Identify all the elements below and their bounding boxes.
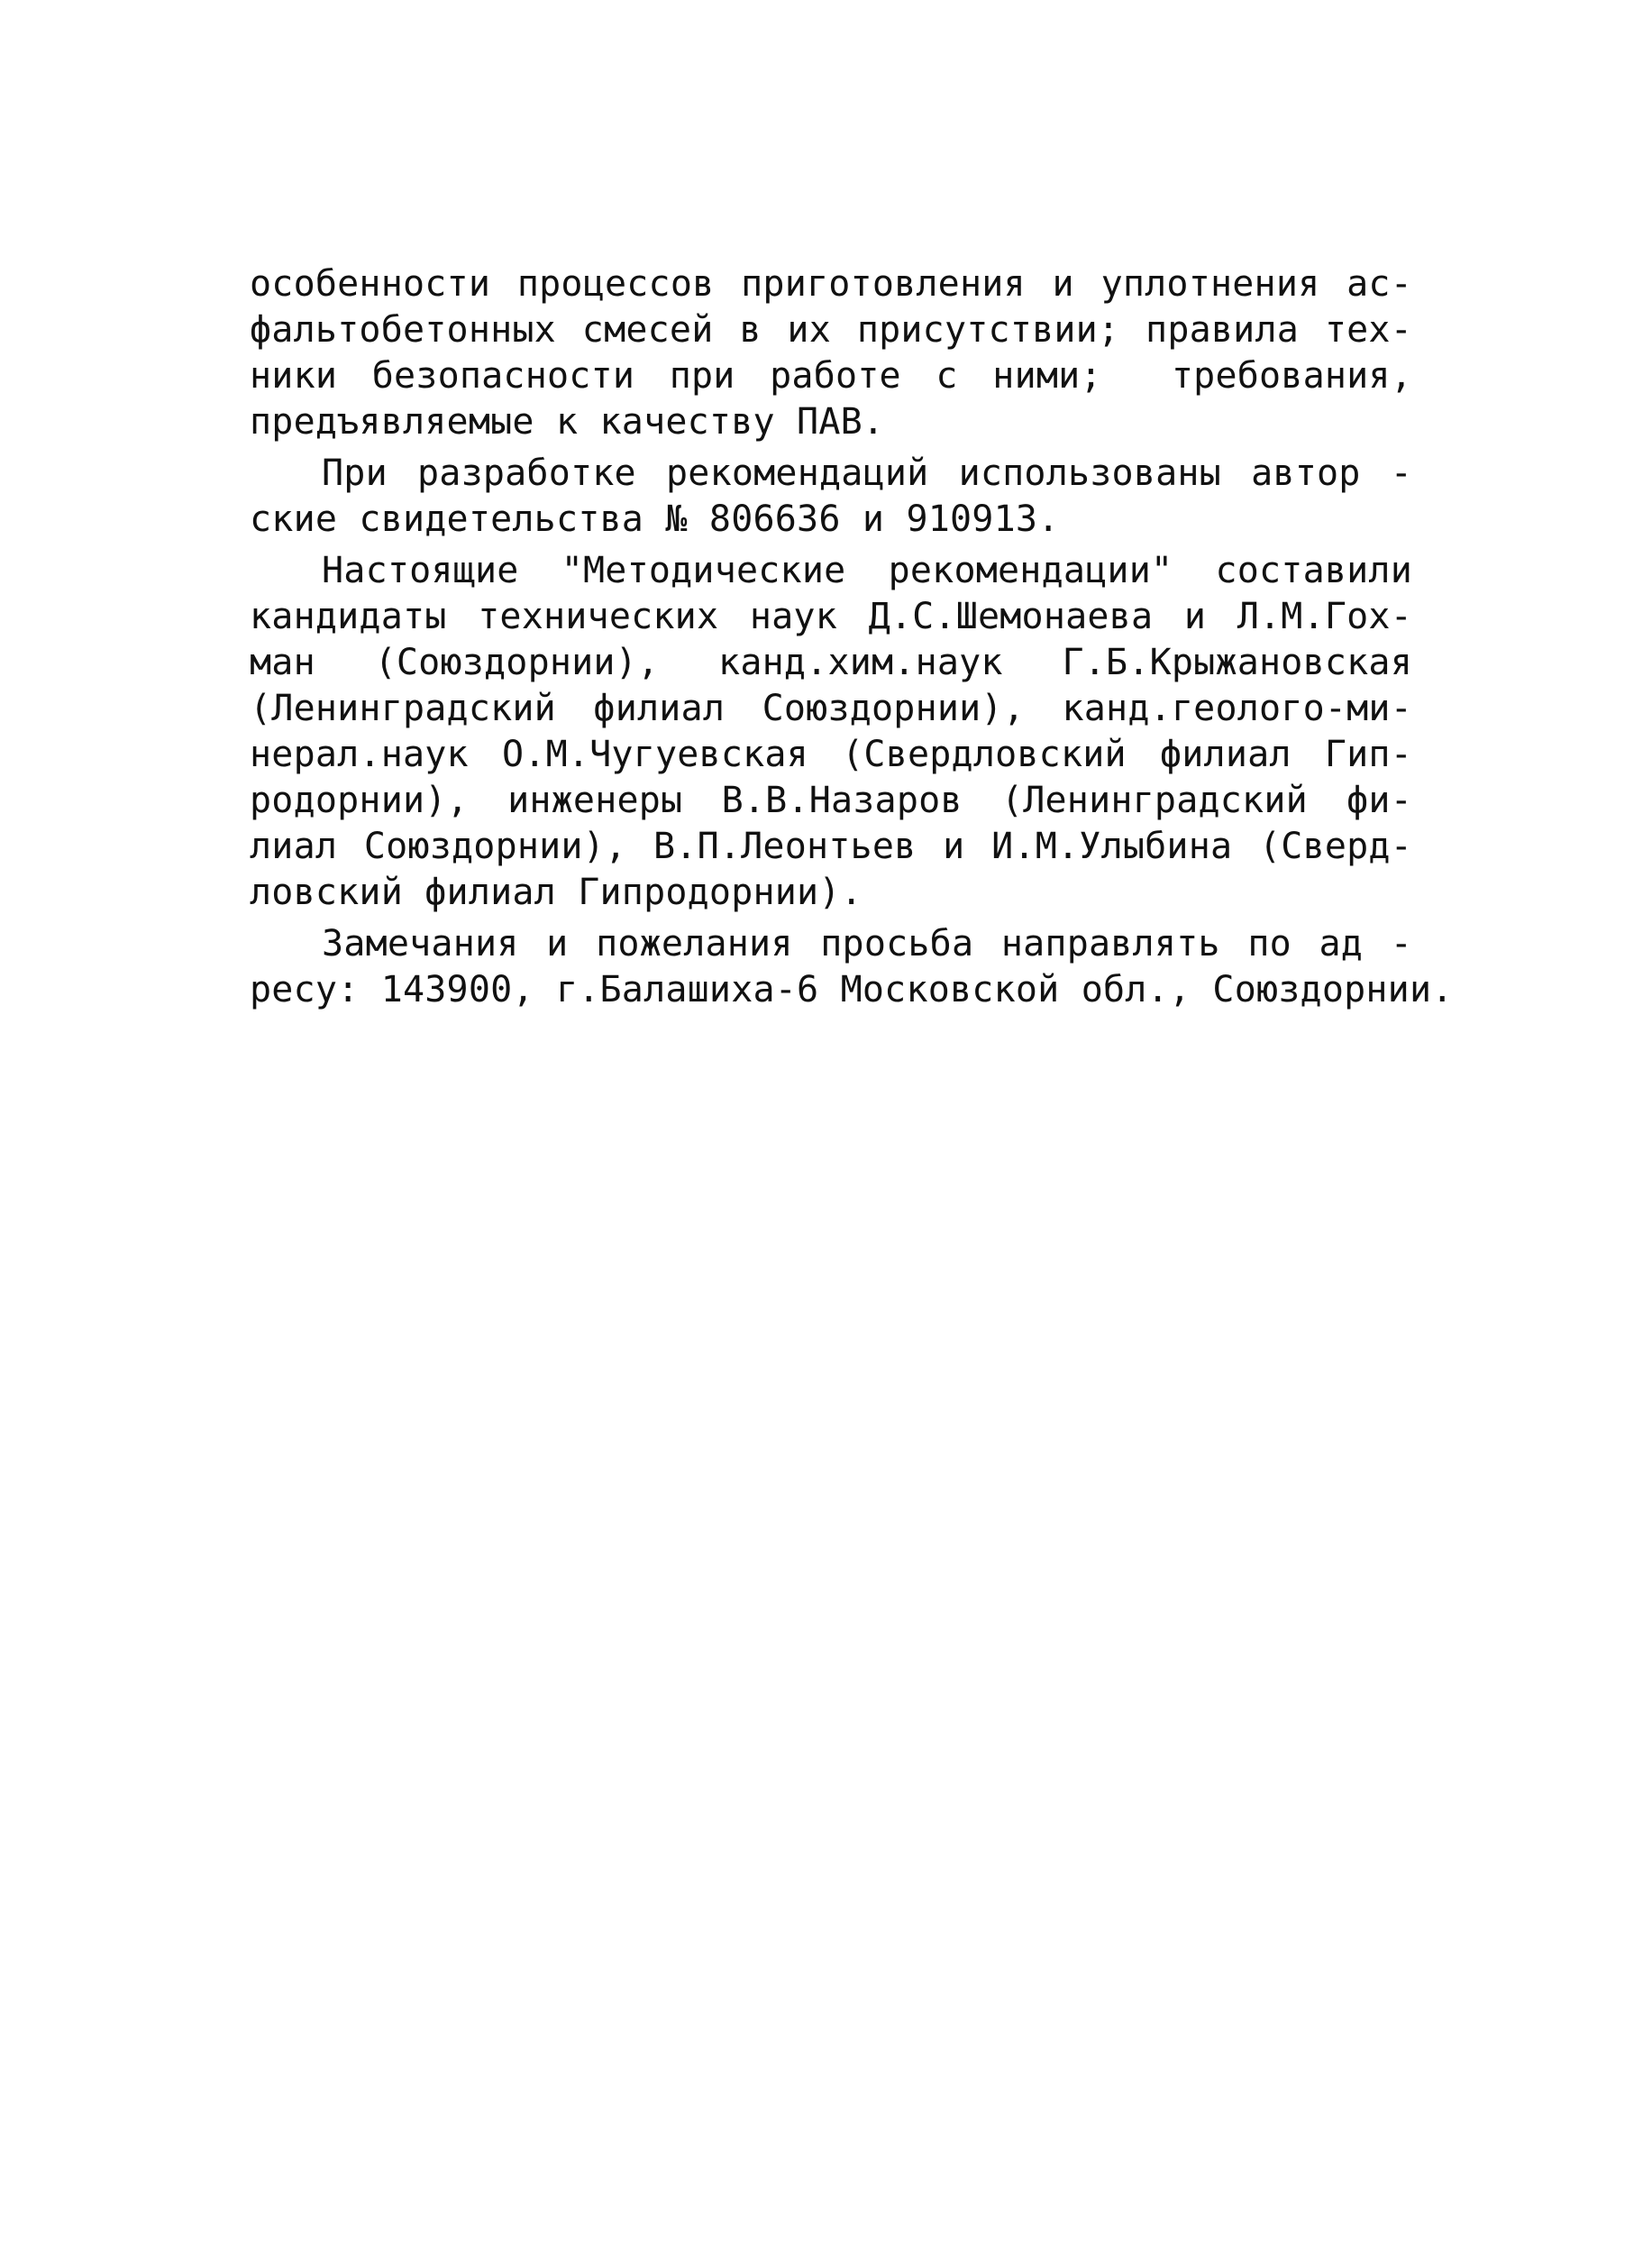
text-line: (Ленинградский филиал Союздорнии), канд.геолого-ми- (250, 688, 1412, 729)
body-text (250, 261, 1454, 1013)
text-line: фальтобетонных смесей в их присутствии; правила тех- (250, 309, 1412, 351)
paragraph-pav-properties (250, 261, 1412, 445)
text-line: кандидаты технических наук Д.С.Шемонаева и Л.М.Гох- (250, 596, 1412, 637)
text-line: лиал Союздорнии), В.П.Леонтьев и И.М.Улыбина (Сверд- (250, 826, 1412, 867)
text-line: ресу: 143900, г.Балашиха-6 Московской обл., Союздорнии. (250, 969, 1454, 1010)
text-line: При разработке рекомендаций использованы автор - (322, 453, 1412, 494)
text-line: нерал.наук О.М.Чугуевская (Свердловский филиал Гип- (250, 734, 1412, 775)
text-line: Настоящие "Методические рекомендации" составили (322, 550, 1412, 591)
paragraph-certificates (250, 451, 1412, 543)
text-line: ловский филиал Гипродорнии). (250, 872, 863, 913)
text-line: ман (Союздорнии), канд.хим.наук Г.Б.Крыжановская (250, 642, 1412, 683)
text-line: ские свидетельства № 806636 и 910913. (250, 498, 1060, 540)
text-line: предъявляемые к качеству ПАВ. (250, 401, 885, 443)
paragraph-authors (250, 548, 1412, 916)
text-line: особенности процессов приготовления и уплотнения ас- (250, 263, 1412, 305)
text-line: Замечания и пожелания просьба направлять по ад - (322, 923, 1412, 965)
text-line: ники безопасности при работе с ними; требования, (250, 355, 1412, 397)
paragraph-contact-address (250, 921, 1454, 1013)
text-line: родорнии), инженеры В.В.Назаров (Ленинградский фи- (250, 780, 1412, 821)
